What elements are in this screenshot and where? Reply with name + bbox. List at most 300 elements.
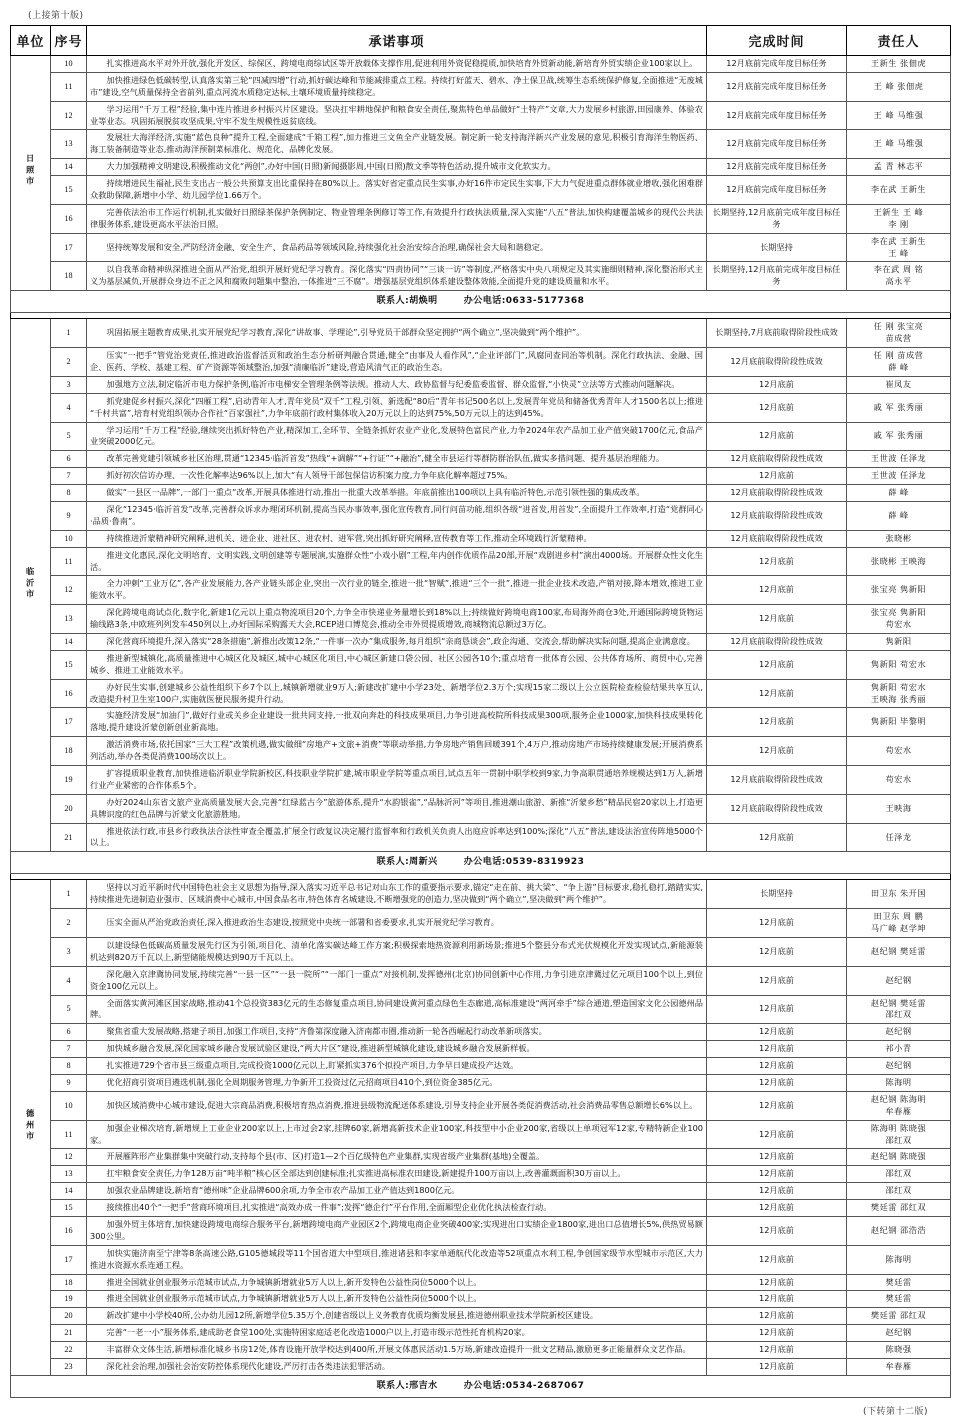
commitment-item-text: 推进全国就业创业服务示范城市试点,力争城镇新增就业5万人以上,新开发特色公益性岗位5000个以上。	[87, 1274, 707, 1291]
unit-cell	[11, 319, 51, 852]
table-row	[11, 348, 951, 377]
person-name: 马广峰 赵学坤	[870, 923, 927, 934]
person-name: 张宝亮 隽新阳	[870, 607, 927, 618]
person-name: 王映海 张秀丽	[870, 693, 927, 704]
row-number: 5	[51, 995, 87, 1024]
row-number: 15	[51, 650, 87, 679]
completion-time: 12月底前	[707, 679, 847, 708]
person-name: 牟春雁	[885, 1361, 912, 1372]
person-name: 李在武 王新生	[870, 235, 927, 246]
person-name: 任 刚 苗成营	[873, 350, 924, 361]
row-number: 20	[51, 1308, 87, 1325]
row-number: 14	[51, 159, 87, 176]
table-row	[11, 1342, 951, 1359]
completion-time: 12月底前	[707, 1166, 847, 1183]
row-number: 7	[51, 1041, 87, 1058]
completion-time: 12月底前	[707, 576, 847, 605]
responsible-person	[847, 72, 951, 101]
row-number: 13	[51, 605, 87, 634]
row-number: 23	[51, 1359, 87, 1376]
row-number: 4	[51, 393, 87, 422]
person-name: 张晓彬	[885, 532, 912, 543]
completion-time: 12月底前取得阶段性成效	[707, 485, 847, 502]
completion-time: 12月底前	[707, 547, 847, 576]
completion-time: 12月底前完成年度目标任务	[707, 72, 847, 101]
completion-time: 12月底前	[707, 605, 847, 634]
commitment-item-text: 发展壮大海洋经济,实施“蓝色良种”提升工程,全面建成“千箱工程”,加力推进三文鱼全产业链发展。制定新一轮支持海洋新兴产业发展的意见,积极引育海洋生物医药、海工装备制造等业态,推动海洋预制菜标准化、规范化、品牌化发展。	[87, 130, 707, 159]
completion-time: 12月底前	[707, 650, 847, 679]
responsible-person	[847, 1149, 951, 1166]
completion-time: 12月底前	[707, 468, 847, 485]
row-number: 22	[51, 1342, 87, 1359]
column-header-person: 责任人	[847, 26, 951, 56]
person-name: 樊廷雷	[885, 1293, 912, 1304]
person-name: 李 刚	[888, 218, 909, 229]
table-row	[11, 909, 951, 938]
responsible-person	[847, 101, 951, 130]
table-row	[11, 233, 951, 262]
completion-time: 12月底前	[707, 937, 847, 966]
completion-time: 12月底前	[707, 376, 847, 393]
commitment-item-text: 巩固拓展主题教育成果,扎实开展党纪学习教育,深化“讲故事、学理论”,引导党员干部群众坚定拥护“两个确立”,坚决做到“两个维护”。	[87, 319, 707, 348]
contact-phone: 办公电话:0539-8319923	[463, 857, 585, 868]
commitment-item-text: 抓好初次信访办理、一次性化解率达96%以上,加大“有人领导干部包保信访积案力度,力争年底化解率超过75%。	[87, 468, 707, 485]
row-number: 17	[51, 233, 87, 262]
row-number: 1	[51, 319, 87, 348]
contact-row	[11, 852, 951, 874]
table-row	[11, 1041, 951, 1058]
responsible-person	[847, 1325, 951, 1342]
unit-label: 德州市	[25, 1108, 36, 1143]
person-name: 田卫东 周 鹏	[873, 911, 924, 922]
responsible-person	[847, 737, 951, 766]
row-number: 2	[51, 348, 87, 377]
commitment-item-text: 接续推出40个“一把手”营商环境项目,扎实推进“高效办成一件事”;发挥“德企行”平台作用,全面厢型企业优化执法检查行动。	[87, 1200, 707, 1217]
row-number: 11	[51, 1120, 87, 1149]
commitment-item-text: 加强农业品牌建设,新培育“德州味”企业品牌600余项,力争全市农产品加工业产值达到1800亿元。	[87, 1183, 707, 1200]
unit-cell	[11, 56, 51, 291]
person-name: 苟宏水	[885, 773, 912, 784]
person-name: 高永平	[885, 276, 912, 287]
person-name: 赵纪钢	[885, 1060, 912, 1071]
completion-time: 12月底前	[707, 966, 847, 995]
person-name: 牟春雁	[885, 1105, 912, 1116]
person-name: 王世波 任泽龙	[870, 453, 927, 464]
responsible-person	[847, 1217, 951, 1246]
responsible-person	[847, 1120, 951, 1149]
completion-time: 12月底前	[707, 1183, 847, 1200]
responsible-person	[847, 376, 951, 393]
row-number: 13	[51, 130, 87, 159]
completion-time: 12月底前	[707, 1024, 847, 1041]
row-number: 8	[51, 485, 87, 502]
commitment-item-text: 学习运用“千万工程”经验,继续突出抓好特色产业,精深加工,全环节、全链条抓好农业产业化,发展特色富民产业,力争2024年农产品加工业产值突破1700亿元,食品产业突破2000亿元。	[87, 422, 707, 451]
commitment-item-text: 聚焦省重大发展战略,搭建子项目,加强工作项目,支持“齐鲁第深度融入济南都市圈,推动新一轮各西崛起行动改革新项落实。	[87, 1024, 707, 1041]
person-name: 薛 峰	[888, 487, 909, 498]
table-row	[11, 1024, 951, 1041]
table-body	[11, 56, 951, 1398]
row-number: 5	[51, 422, 87, 451]
commitment-item-text: 以建设绿色低碳高质量发展先行区为引领,项目化、清单化落实碳达峰工作方案;积极探索地热资源利用新场景;推进5个整县分布式光伏规模化开发实现试点,新能源装机达到820万千瓦以上,新型储能规模达到90万千瓦以上。	[87, 937, 707, 966]
row-number: 14	[51, 634, 87, 651]
completion-time: 12月底前	[707, 1308, 847, 1325]
person-name: 樊廷雷 邵红双	[870, 1202, 927, 1213]
commitment-item-text: 深化跨境电商试点化,数字化,新建1亿元以上重点物流项目20个,力争全市快递业务量增长到18%以上;持续做好跨境电商100家,布局海外商仓3处,开通国际跨境货物运输线路3条,中欧班列列发车450列以上,办好国际采购露天大会,RCEP进口博览会,推动全市外贸提质增效,商城物流总额过3万亿。	[87, 605, 707, 634]
responsible-person	[847, 485, 951, 502]
row-number: 12	[51, 576, 87, 605]
person-name: 邵红双	[885, 1134, 912, 1145]
commitment-item-text: 学习运用“千万工程”经验,集中连片推进乡村振兴片区建设。坚决扛牢耕地保护和粮食安全责任,聚焦特色单品做好“土特产”文章,大力发展乡村旅游,田园康养、体验农业等业态。巩固拓展脱贫攻坚成果,守牢不发生规模性返贫底线。	[87, 101, 707, 130]
person-name: 李在武 周 铭	[873, 264, 924, 275]
responsible-person	[847, 319, 951, 348]
commitment-item-text: 做实“一县区一品牌”,一部门一重点“改革,开展具体推进行动,推出一批重大改革举措。年底前推出100项以上具有临沂特色,示范引领性强的集成改革。	[87, 485, 707, 502]
responsible-person	[847, 995, 951, 1024]
responsible-person	[847, 966, 951, 995]
person-name: 祁小青	[885, 1043, 912, 1054]
commitment-item-text: 推进依法行政,市县乡行政执法合法性审查全覆盖,扩展全行政复议决定履行监督率和行政机关负责人出庭应诉率达到100%;深化“八五”普法,建设法治宣传阵地5000个以上。	[87, 823, 707, 852]
table-row	[11, 880, 951, 909]
row-number: 12	[51, 101, 87, 130]
completion-time: 12月底前	[707, 1291, 847, 1308]
person-name: 田卫东 朱开国	[870, 888, 927, 899]
row-number: 19	[51, 766, 87, 795]
table-header	[11, 26, 951, 56]
row-number: 1	[51, 880, 87, 909]
completion-time: 12月底前取得阶段性成效	[707, 794, 847, 823]
completion-time: 长期坚持	[707, 880, 847, 909]
commitment-item-text: 优化招商引资项目遴选机制,强化全周期服务管理,力争新开工投资过亿元招商项目410个,到位资金385亿元。	[87, 1074, 707, 1091]
contact-cell	[11, 291, 951, 313]
responsible-person	[847, 634, 951, 651]
person-name: 陈晓强	[885, 1344, 912, 1355]
responsible-person	[847, 650, 951, 679]
commitment-item-text: 压实“一把手”管党治党责任,推进政治监督活页和政治生态分析研判融合贯通,健全“由事及人看作风”,“企业评部门”,风腐同查同治等机制。深化行政执法、金融、国企、医药、学校、基建工程、矿产资源等领域整治,加强“清廉临沂”建设,营造风清气正的政治生态。	[87, 348, 707, 377]
person-name: 樊廷雷 邵红双	[870, 1310, 927, 1321]
table-row	[11, 1308, 951, 1325]
table-row	[11, 1166, 951, 1183]
table-row	[11, 262, 951, 291]
completion-time: 12月底前	[707, 1274, 847, 1291]
commitment-item-text: 扩容提质职业教育,加快推进临沂职业学院新校区,科技职业学院扩建,城市职业学院等重点项目,试点五年一贯制中职学校到9家,力争高职贯通培养规模达到1万人,新增行业产业紧密的合作体系5个。	[87, 766, 707, 795]
table-row	[11, 204, 951, 233]
commitment-item-text: 扎实推进729个省市县三级重点项目,完成投资1000亿元以上,盯紧抓实376个拟投产项目,力争早日建成投产达效。	[87, 1058, 707, 1075]
row-number: 11	[51, 72, 87, 101]
table-row	[11, 56, 951, 73]
responsible-person	[847, 1342, 951, 1359]
commitment-item-text: 激活消费市场,依托国家“三大工程”改策机遇,做实做细“房地产+文旅+消费”等联动举措,力争房地产销售回暖391个,4万户,推动房地产市场持续健康发展;开展消费系列活动,举办各类促消费100场次以上。	[87, 737, 707, 766]
responsible-person	[847, 56, 951, 73]
row-number: 8	[51, 1058, 87, 1075]
responsible-person	[847, 451, 951, 468]
table-row	[11, 937, 951, 966]
responsible-person	[847, 159, 951, 176]
responsible-person	[847, 937, 951, 966]
responsible-person	[847, 1166, 951, 1183]
table-row	[11, 766, 951, 795]
commitment-table	[10, 25, 951, 1398]
person-name: 陈海明	[885, 1253, 912, 1264]
header-row	[11, 26, 951, 56]
person-name: 薛 峰	[888, 361, 909, 372]
completion-time: 12月底前取得阶段性成效	[707, 530, 847, 547]
responsible-person	[847, 1359, 951, 1376]
person-name: 赵纪钢 邵浩浩	[870, 1224, 927, 1235]
row-number: 16	[51, 679, 87, 708]
contact-cell	[11, 852, 951, 874]
table-row	[11, 101, 951, 130]
completion-time: 12月底前	[707, 909, 847, 938]
row-number: 16	[51, 1217, 87, 1246]
column-header-item: 承诺事项	[87, 26, 707, 56]
person-name: 任泽龙	[885, 831, 912, 842]
row-number: 17	[51, 1245, 87, 1274]
table-row	[11, 1359, 951, 1376]
person-name: 苟宏水	[885, 619, 912, 630]
table-row	[11, 393, 951, 422]
table-row	[11, 451, 951, 468]
commitment-item-text: 深化社会治理,加强社会治安防控体系现代化建设,严厉打击各类违法犯罪活动。	[87, 1359, 707, 1376]
row-number: 18	[51, 1274, 87, 1291]
commitment-item-text: 全力冲刺“工业万亿”,各产业发展能力,各产业链头部企业,突出一次行业的链全,推进一批“智赋”,推进“三个一批”,推进一批企业技术改造,产销对接,降本增效,推进工业能效水平。	[87, 576, 707, 605]
commitment-item-text: 以自我革命精神纵深推进全面从严治党,组织开展好党纪学习教育。深化落实“四责协同”“三谈一访”等制度,严格落实中央八项规定及其实施细则精神,深化整治形式主义为基层减负,开展群众身边不正之风和腐败问题集中整治,一体推进“三不腐”。增强基层党组织体系建设整体效能,全面提升党的建设质量和水平。	[87, 262, 707, 291]
responsible-person	[847, 130, 951, 159]
row-number: 10	[51, 56, 87, 73]
person-name: 赵纪钢	[885, 1327, 912, 1338]
contact-cell	[11, 1375, 951, 1397]
responsible-person	[847, 1274, 951, 1291]
table-row	[11, 1325, 951, 1342]
responsible-person	[847, 708, 951, 737]
row-number: 19	[51, 1291, 87, 1308]
person-name: 邵红双	[885, 1168, 912, 1179]
responsible-person	[847, 262, 951, 291]
commitment-item-text: 扛牢粮食安全责任,力争128万亩“吨半粮”核心区全部达到创建标准;扎实推进高标准农田建设,新建提升100万亩以上,改善灌溉面积30万亩以上。	[87, 1166, 707, 1183]
commitment-item-text: 抓党建促乡村振兴,深化“四雁工程”,启动青年人才,青年党员“双千”工程,引领、新选配“80后”青年书记500名以上,发展青年党员和储备优秀青年人才1500名以上;推进“千村共富”,培育村党组织领办合作社“百家强社”,力争年底前行政村集体收入20万元以上的达到75%,50万元以上的达到45%。	[87, 393, 707, 422]
commitment-item-text: 坚持以习近平新时代中国特色社会主义思想为指导,深入落实习近平总书记对山东工作的重要指示要求,锚定“走在前、挑大梁”、“争上游”目标要求,稳扎稳打,踏踏实实,持续推进先进制造业强市、区域消费中心城市,中国食品名市,特色体育名城建设,不断增强党的创造力,坚决做到“两个确立”,坚决做到“两个维护”。	[87, 880, 707, 909]
completion-time: 12月底前完成年度目标任务	[707, 56, 847, 73]
completion-time: 12月底前	[707, 1217, 847, 1246]
person-name: 赵纪钢 陈晓强	[870, 1151, 927, 1162]
table-row	[11, 794, 951, 823]
commitment-item-text: 办好民生实事,创建城乡公益性组织下乡7个以上,城镇新增就业9万人;新建改扩建中小学23处、新增学位2.3万个;实现15家二级以上公立医院检查检验结果共享互认,改造提升村卫生室100户,实施就医便民服务提升行动。	[87, 679, 707, 708]
commitment-item-text: 推进文化惠民,深化文明培育、文明实践,文明创建等专题展演,实施群众性“小戏小剧”工程,年内创作优质作品20部,开展“戏剧进乡村”演出4000场。开展群众性文化生活。	[87, 547, 707, 576]
table-row	[11, 737, 951, 766]
completion-time: 12月底前	[707, 995, 847, 1024]
person-name: 陈海明	[885, 1076, 912, 1087]
commitment-item-text: 加强企业梯次培育,新增规上工业企业200家以上,上市过会2家,挂牌60家,新增高新技术企业100家,科技型中小企业200家,省级以上单项冠军12家,专精特新企业100家。	[87, 1120, 707, 1149]
person-name: 苟宏水	[885, 745, 912, 756]
responsible-person	[847, 1183, 951, 1200]
responsible-person	[847, 176, 951, 205]
row-number: 18	[51, 737, 87, 766]
table-row	[11, 1149, 951, 1166]
table-row	[11, 1274, 951, 1291]
person-name: 王新生 王 峰	[873, 206, 924, 217]
row-number: 21	[51, 1325, 87, 1342]
unit-label: 日照市	[25, 154, 36, 188]
completion-time: 12月底前	[707, 1058, 847, 1075]
row-number: 4	[51, 966, 87, 995]
table-row	[11, 634, 951, 651]
commitment-item-text: 扎实推进高水平对外开放,强化开发区、综保区、跨境电商综试区等开放载体支撑作用,促进利用外资促稳提质,加快培育外贸新动能,新培育外贸实绩企业100家以上。	[87, 56, 707, 73]
person-name: 隽新阳 苟宏水	[870, 658, 927, 669]
completion-time: 12月底前	[707, 1074, 847, 1091]
row-number: 16	[51, 204, 87, 233]
completion-time: 12月底前取得阶段性成效	[707, 501, 847, 530]
table-row	[11, 966, 951, 995]
responsible-person	[847, 468, 951, 485]
completion-time: 12月底前	[707, 1245, 847, 1274]
table-row	[11, 1245, 951, 1274]
responsible-person	[847, 1200, 951, 1217]
person-name: 陈海明 陈晓强	[870, 1122, 927, 1133]
row-number: 21	[51, 823, 87, 852]
table-row	[11, 605, 951, 634]
responsible-person	[847, 547, 951, 576]
completion-time: 12月底前取得阶段性成效	[707, 766, 847, 795]
completion-time: 12月底前	[707, 1342, 847, 1359]
person-name: 赵纪钢	[885, 974, 912, 985]
responsible-person	[847, 204, 951, 233]
unit-cell	[11, 880, 51, 1376]
commitment-item-text: 深化“12345·临沂首发”改革,完善群众诉求办理闭环机制,提高当民办事效率,强化宣传教育,同行问苗功能,组织各级“进首发,用首发”,全面提升工作效率,打造“党群同心·品质·鲁南”。	[87, 501, 707, 530]
row-number: 9	[51, 501, 87, 530]
completion-time: 12月底前	[707, 422, 847, 451]
table-row	[11, 376, 951, 393]
person-name: 王世波 任泽龙	[870, 470, 927, 481]
table-row	[11, 1200, 951, 1217]
person-name: 樊廷雷	[885, 1276, 912, 1287]
column-header-time: 完成时间	[707, 26, 847, 56]
responsible-person	[847, 233, 951, 262]
person-name: 张晓彬 王映海	[870, 555, 927, 566]
table-row	[11, 485, 951, 502]
row-number: 15	[51, 176, 87, 205]
commitment-item-text: 加快推进绿色低碳转型,认真落实第三轮“四减四增”行动,抓好碳达峰和节能减排重点工程。持续打好蓝天、碧水、净土保卫战,统筹生态系统保护修复,全面推进“无废城市”建设,空气质量保持全省前列,重点河流水质稳定达标,土壤环境质量持续稳定。	[87, 72, 707, 101]
completion-time: 12月底前完成年度目标任务	[707, 101, 847, 130]
completion-time: 12月底前取得阶段性成效	[707, 451, 847, 468]
completion-time: 12月底前	[707, 823, 847, 852]
person-name: 苗成营	[885, 333, 912, 344]
responsible-person	[847, 530, 951, 547]
commitment-item-text: 完善“一老一小”服务体系,建成助老食堂100处,实施特困家庭适老化改造1000户以上,打造市级示范性托育机构20家。	[87, 1325, 707, 1342]
row-number: 13	[51, 1166, 87, 1183]
table-row	[11, 995, 951, 1024]
row-number: 11	[51, 547, 87, 576]
person-name: 王 峰 马维强	[873, 138, 924, 149]
responsible-person	[847, 1074, 951, 1091]
responsible-person	[847, 766, 951, 795]
table-row	[11, 1074, 951, 1091]
column-header-no: 序号	[51, 26, 87, 56]
commitment-item-text: 加强外贸主体培育,加快建设跨境电商综合服务平台,新增跨境电商产业园区2个,跨境电商企业突破400家;实现进出口实绩企业1800家,进出口总值增长5%,供热贸易额300公里。	[87, 1217, 707, 1246]
person-name: 孟 青 林志平	[873, 161, 924, 172]
contact-person: 联系人:邢吉水	[376, 1380, 438, 1391]
completion-time: 12月底前完成年度目标任务	[707, 176, 847, 205]
completion-time: 12月底前	[707, 737, 847, 766]
commitment-item-text: 全面落实黄河滩区国家战略,推动41个总投资383亿元的生态修复重点项目,协同建设黄河重点绿色生态廊道,高标准建设“两河牵手”综合通道,塑造国家文化公园德州品牌。	[87, 995, 707, 1024]
commitment-item-text: 加快城乡融合发展,深化国家城乡融合发展试验区建设,“两大片区”建设,推进新型城镇化建设,建设城乡融合发展新样板。	[87, 1041, 707, 1058]
responsible-person	[847, 501, 951, 530]
person-name: 王映海	[885, 802, 912, 813]
table-row	[11, 130, 951, 159]
row-number: 7	[51, 468, 87, 485]
table-row	[11, 650, 951, 679]
commitment-item-text: 压实全面从严治党政治责任,深入推进政治生态建设,按照党中央统一部署和省委要求,扎实开展党纪学习教育。	[87, 909, 707, 938]
table-row	[11, 1183, 951, 1200]
completion-time: 12月底前	[707, 1325, 847, 1342]
person-name: 任 刚 张宝亮	[873, 321, 924, 332]
responsible-person	[847, 1308, 951, 1325]
person-name: 戚 军 张秀丽	[873, 430, 924, 441]
person-name: 赵纪钢 陈海明	[870, 1093, 927, 1104]
commitment-item-text: 加强地方立法,制定临沂市电力保护条例,临沂市电梯安全管理条例等法规。推动人大、政协监督与纪委监委监督、群众监督,“小快灵”立法等方式推动问题解决。	[87, 376, 707, 393]
responsible-person	[847, 348, 951, 377]
table-row	[11, 679, 951, 708]
responsible-person	[847, 794, 951, 823]
commitment-item-text: 丰富群众文体生活,新增标准化城乡书房12处,体育设施开放学校达到400所,开展文体惠民活动1.5万场,新建改造提升一批文艺精品,激励更多正能量群众文艺作品。	[87, 1342, 707, 1359]
person-name: 隽新阳	[885, 636, 912, 646]
row-number: 20	[51, 794, 87, 823]
completion-time: 12月底前	[707, 1200, 847, 1217]
person-name: 崔凤友	[885, 378, 912, 389]
responsible-person	[847, 909, 951, 938]
row-number: 10	[51, 530, 87, 547]
row-number: 17	[51, 708, 87, 737]
table-row	[11, 1217, 951, 1246]
commitment-item-text: 完善依法治市工作运行机制,扎实做好日照绿茶保护条例制定、物业管理条例修订等工作,有效提升行政执法质量,深入实施“八五”普法,加快构建覆盖城乡的现代公共法律服务体系,建设更高水平法治日照。	[87, 204, 707, 233]
row-number: 14	[51, 1183, 87, 1200]
table-row	[11, 159, 951, 176]
row-number: 2	[51, 909, 87, 938]
responsible-person	[847, 1041, 951, 1058]
commitment-item-text: 大力加强精神文明建设,积极推动文化“两创”,办好中国(日照)新闻摄影周,中国(日照)散文季等特色活动,提升城市文化软实力。	[87, 159, 707, 176]
commitment-item-text: 推进全国就业创业服务示范城市试点,力争城镇新增就业5万人以上,新开发特色公益性岗位5000个以上。	[87, 1291, 707, 1308]
contact-row	[11, 1375, 951, 1397]
completion-time: 12月底前取得阶段性成效	[707, 634, 847, 651]
responsible-person	[847, 1291, 951, 1308]
person-name: 李在武 王新生	[870, 184, 927, 195]
unit-label: 临沂市	[25, 566, 36, 601]
completion-time: 长期坚持,12月底前完成年度目标任务	[707, 204, 847, 233]
commitment-item-text: 加快实施济南至宁津等8条高速公路,G105德城段等11个国省道大中型项目,推进诸县和李家单通航代化改造等52项重点水利工程,争创国家级节水型城市示范区,大力推进水资源水系连通工程。	[87, 1245, 707, 1274]
person-name: 王 峰 马维强	[873, 109, 924, 120]
continued-to-note: (下转第十二版)	[862, 1406, 928, 1417]
person-name: 邵红双	[885, 1009, 912, 1020]
table-row	[11, 72, 951, 101]
row-number: 10	[51, 1091, 87, 1120]
commitment-item-text: 开展雁阵形产业集群集中突破行动,支持每个县(市、区)打造1—2个百亿级特色产业集群,实现省级产业集群(基地)全覆盖。	[87, 1149, 707, 1166]
responsible-person	[847, 1058, 951, 1075]
completion-time: 12月底前	[707, 1149, 847, 1166]
table-row	[11, 468, 951, 485]
row-number: 9	[51, 1074, 87, 1091]
completion-time: 12月底前	[707, 1359, 847, 1376]
commitment-item-text: 持续推进沂蒙精神研究阐释,进机关、进企业、进社区、进农村、进军营,突出抓好研究阐释,宣传教育等工作,推动全环境践行沂蒙精神。	[87, 530, 707, 547]
commitment-item-text: 改革完善党建引领城乡社区治理,贯通“12345·临沂首发”热线“+调解”“+行证”“+融治”,健全市县运行等群防群治队伍,做实多措问题、提升基层治理能力。	[87, 451, 707, 468]
row-number: 15	[51, 1200, 87, 1217]
table-row	[11, 1120, 951, 1149]
table-row	[11, 547, 951, 576]
responsible-person	[847, 823, 951, 852]
table-row	[11, 501, 951, 530]
person-name: 王 峰 张佃虎	[873, 80, 924, 91]
person-name: 戚 军 张秀丽	[873, 401, 924, 412]
table-row	[11, 319, 951, 348]
completion-time: 12月底前完成年度目标任务	[707, 159, 847, 176]
table-row	[11, 422, 951, 451]
commitment-item-text: 深化营商环境提升,深入落实“28条措施”,新推出改策12条,“一件事一次办”集成服务,每月组织“亲商恳谈会”,政企沟通、交流会,帮助解决实际问题,提高企业满意度。	[87, 634, 707, 651]
